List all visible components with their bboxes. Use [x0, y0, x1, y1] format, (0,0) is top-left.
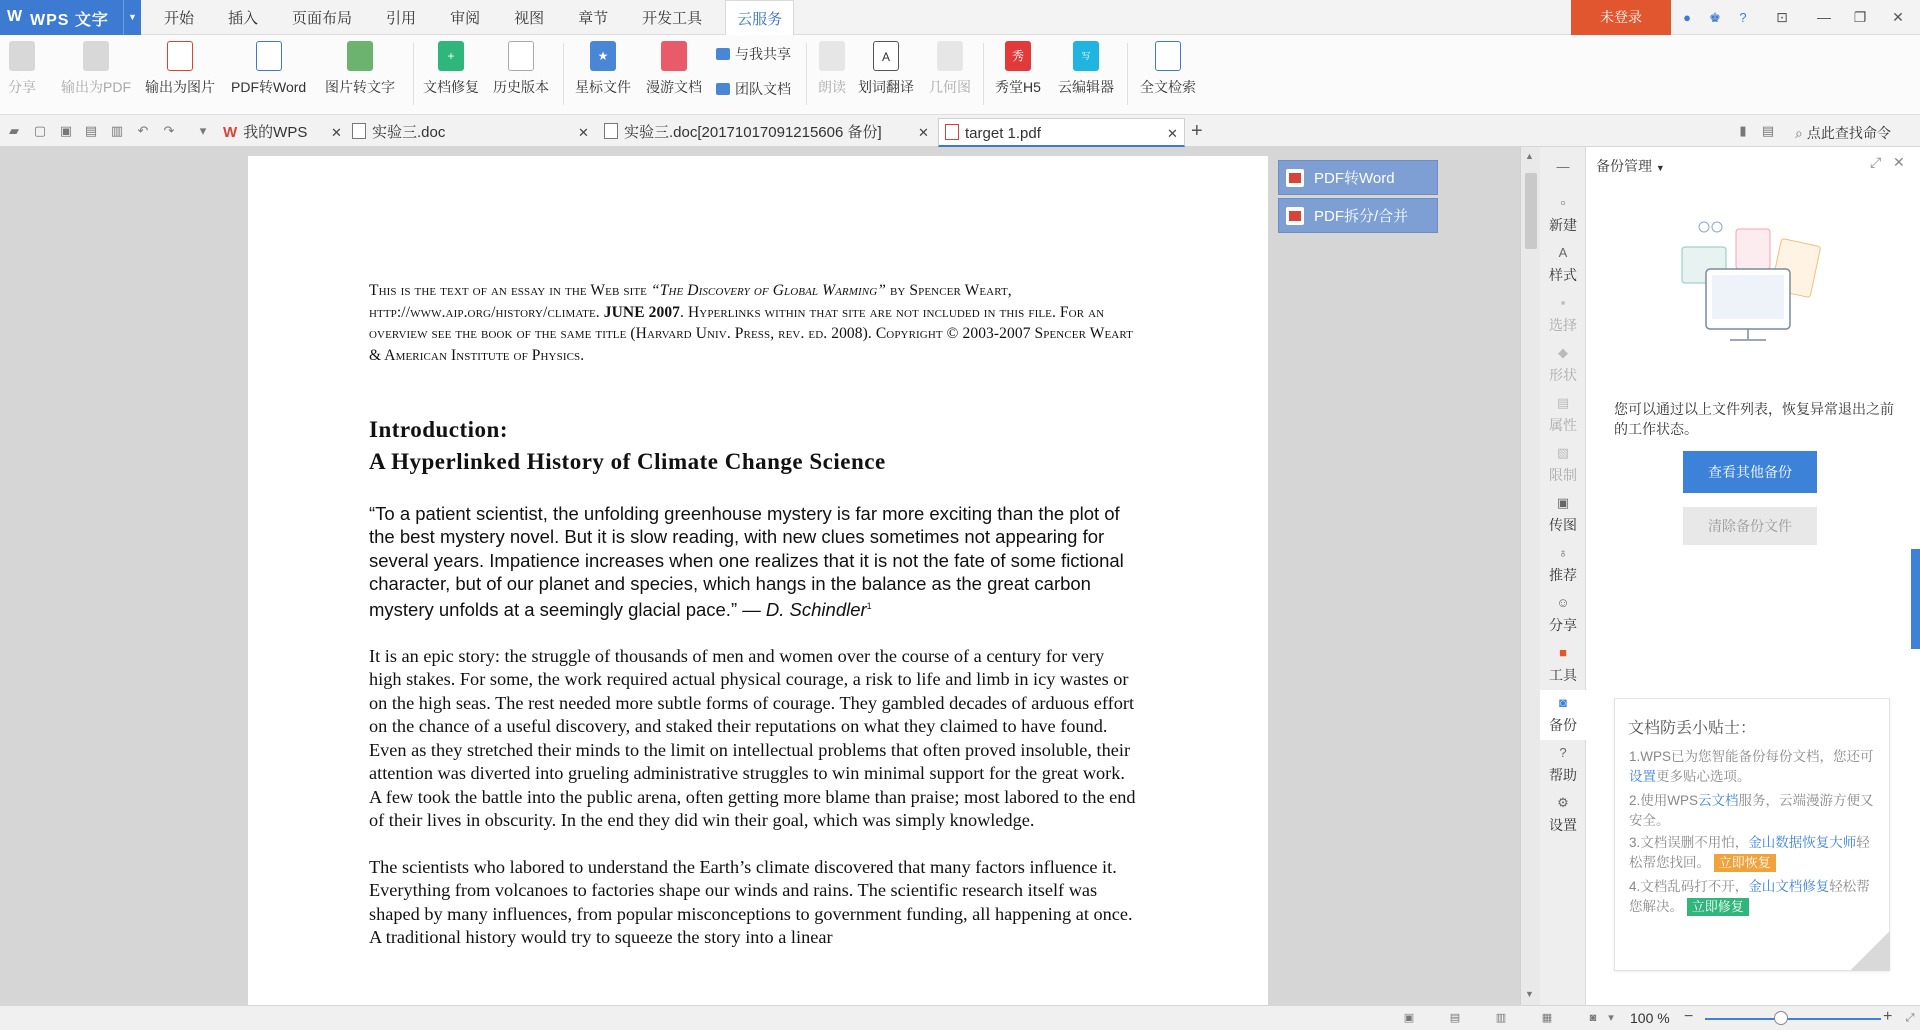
header-note: This is the text of an essay in the Web site “The Discovery of Global Warming” by Spencer Weart, http://www.aip.org/history/climate. JUNE 2007. Hyperlinks within that site are not included in this file. For an overview see the book of the same title (Harvard Univ. Press, rev. ed. 2008). Copyright © 2003-2007 Spencer Weart & American Institute of Physics.: [369, 282, 1133, 364]
restore-now-button[interactable]: 立即恢复: [1714, 854, 1776, 872]
rail-item-settings[interactable]: ⚙ 设置: [1549, 795, 1577, 833]
pdf-to-word-icon: [1286, 169, 1304, 187]
redo-icon[interactable]: ↷: [163, 123, 175, 138]
gear-icon: ⚙: [1557, 795, 1569, 810]
undo-icon[interactable]: ↶: [137, 123, 149, 138]
scroll-down-icon[interactable]: ▼: [1525, 989, 1534, 999]
rail-item-tools[interactable]: ■ 工具: [1549, 645, 1577, 683]
tab-view[interactable]: 视图: [514, 10, 545, 27]
pdf-to-word-button[interactable]: PDF转Word: [231, 41, 306, 97]
pdf-split-icon: [1286, 207, 1304, 225]
tab-my-wps[interactable]: W 我的WPS ✕: [223, 118, 341, 147]
backup-icon: ◙: [1559, 695, 1567, 710]
status-bar: [0, 1005, 1920, 1030]
rail-item-backup[interactable]: ◙ 备份: [1540, 690, 1586, 740]
pdf-to-word-icon: [256, 41, 282, 71]
tab-insert[interactable]: 插入: [228, 10, 259, 27]
ribbon-cloud-service: [0, 35, 1920, 115]
print-preview-icon[interactable]: ▥: [110, 123, 124, 138]
backup-management-pane: [1586, 147, 1920, 1005]
tip-3: 3.文档误删不用怕，金山数据恢复大师轻松帮您找回。 立即恢复: [1629, 835, 1870, 870]
repair-now-button[interactable]: 立即修复: [1687, 898, 1749, 916]
history-version-button[interactable]: 历史版本: [493, 41, 549, 97]
rail-item-restrict[interactable]: ▧ 限制: [1549, 445, 1577, 483]
tips-title: 文档防丢小贴士：: [1628, 720, 1757, 737]
search-doc-icon: [1155, 41, 1181, 71]
tips-card: [1614, 698, 1890, 971]
backup-message: 您可以通过以上文件列表，恢复异常退出之前的工作状态。: [1614, 401, 1894, 437]
page-view-icon[interactable]: ▤: [1449, 1012, 1461, 1024]
star-folder-icon: ★: [590, 41, 616, 71]
eye-protect-icon[interactable]: ◙: [1589, 1012, 1597, 1024]
close-pane-icon[interactable]: ✕: [1893, 154, 1905, 170]
property-icon: ▤: [1556, 395, 1570, 410]
tab-start[interactable]: 开始: [164, 10, 195, 27]
tip-1: 1.WPS已为您智能备份每份文档，您还可设置更多贴心选项。: [1629, 749, 1874, 784]
tip-2: 2.使用WPS云文档服务，云端漫游方便又安全。: [1629, 793, 1874, 828]
data-recovery-link[interactable]: 金山数据恢复大师: [1748, 835, 1857, 850]
web-view-icon[interactable]: ▦: [1541, 1012, 1553, 1024]
save-icon[interactable]: ▢: [33, 123, 47, 138]
scrollbar-thumb[interactable]: [1525, 173, 1537, 249]
chevron-down-icon: ▼: [1655, 163, 1665, 173]
rail-item-shape[interactable]: ◆ 形状: [1549, 345, 1577, 383]
body-paragraph: The scientists who labored to understand the Earth’s climate discovered that many factors influence it. Everything from volcanoes to factories shape our winds and rains. The scientific research itself was shaped by many influences, from popular misconceptions to government funding, all happening at once. A traditional history would try to squeeze the story into a linear: [369, 856, 1133, 948]
zoom-in-button[interactable]: +: [1883, 1008, 1893, 1025]
document-page[interactable]: [248, 156, 1268, 1005]
tab-references[interactable]: 引用: [386, 10, 417, 27]
epigraph-quote: “To a patient scientist, the unfolding greenhouse mystery is far more exciting than the plot of the best mystery novel. But it is slow reading, with new clues sometimes not appearing for several years. Impatience increases when one realizes that it is not the fate of some fictional character, but of our planet and species, which hangs in the balance as the great carbon mystery unfolds at a seemingly glacial pace.” — D. Schindler$^1$: [369, 503, 1124, 621]
image-to-text-button[interactable]: 图片转文字: [325, 41, 395, 97]
document-icon: [604, 123, 618, 139]
export-pdf-icon: [83, 41, 109, 71]
fit-page-icon[interactable]: ▣: [1403, 1012, 1415, 1024]
close-tab-icon[interactable]: ✕: [918, 125, 929, 140]
menu-bar: [0, 0, 1920, 35]
team-docs-button[interactable]: 团队文档: [716, 79, 791, 99]
translate-button[interactable]: A 划词翻译: [858, 41, 914, 97]
translate-icon: A: [873, 41, 899, 71]
find-command-search[interactable]: ⌕ 点此查找命令: [1795, 125, 1891, 141]
side-expand-tab[interactable]: [1911, 549, 1920, 649]
maximize-button[interactable]: ❐: [1853, 9, 1867, 25]
close-tab-icon[interactable]: ✕: [331, 125, 342, 140]
image-to-text-icon: [347, 41, 373, 71]
document-canvas: [0, 147, 1520, 1005]
pin-pane-icon[interactable]: ⤢: [1870, 154, 1882, 170]
rail-item-share[interactable]: ☺ 分享: [1549, 595, 1577, 633]
ribbon-separator: [563, 43, 564, 105]
print-icon[interactable]: ▤: [84, 123, 98, 138]
document-icon: [352, 123, 366, 139]
image-upload-icon: ▣: [1556, 495, 1570, 510]
export-pdf-button[interactable]: 输出为PDF: [61, 41, 131, 97]
pdf-to-word-float-button[interactable]: PDF转Word: [1278, 160, 1438, 195]
title-icons: [1676, 0, 1754, 35]
microphone-icon: [819, 41, 845, 71]
share-button[interactable]: 分享: [8, 41, 36, 97]
cloud-docs-link[interactable]: 云文档: [1698, 793, 1739, 808]
body-paragraph: It is an epic story: the struggle of thousands of men and women over the course of a century for very high stakes. For some, the work required actual physical courage, a risk to life and limb in icy wastes or on the high seas. The rest needed more subtle forms of courage. They gambled decades of arduous effort on the chance of a useful discovery, and staked their reputations on what they claimed to have found. Even as they stretched their minds to the limit on intellectual problems that often proved insoluble, their attention was diverted into grueling administrative struggles to win minimal support for the great work. A few took the battle into the public arena, often getting more blame than praise; most labored to the end of their lives in obscurity. In the end they did win their goal, which was simply knowledge.: [369, 645, 1136, 831]
rail-item-property[interactable]: ▤ 属性: [1549, 395, 1577, 433]
tab-list-icon[interactable]: ▤: [1761, 123, 1775, 138]
read-aloud-button[interactable]: 朗读: [818, 41, 846, 97]
document-heading: Introduction: A Hyperlinked History of Climate Change Science: [369, 417, 886, 474]
cloud-editor-icon: 写: [1073, 41, 1099, 71]
tab-cloud-service[interactable]: 云服务: [725, 0, 794, 36]
new-doc-icon: ▫: [1560, 195, 1566, 210]
tab-page-layout[interactable]: 页面布局: [292, 10, 353, 27]
rail-collapse[interactable]: [1540, 159, 1586, 179]
pdf-file-icon: [945, 124, 959, 140]
share-icon: [9, 41, 35, 71]
skin-icon[interactable]: ●: [1683, 9, 1691, 25]
rail-item-recommend[interactable]: ♁ 推荐: [1549, 545, 1577, 583]
starred-files-button[interactable]: ★ 星标文件: [575, 41, 631, 97]
page-fold-decoration: [1850, 931, 1890, 971]
doc-repair-icon: +: [438, 41, 464, 71]
bulb-icon: ♁: [1558, 545, 1568, 560]
cloud-editor-button[interactable]: 写 云编辑器: [1058, 41, 1114, 97]
tab-doc-backup[interactable]: 实验三.doc[20171017091215606 备份] ✕: [604, 118, 934, 147]
settings-link[interactable]: 设置: [1629, 769, 1656, 784]
fulltext-search-button[interactable]: 全文检索: [1140, 41, 1196, 97]
restrict-icon: ▧: [1556, 445, 1570, 460]
tip-4: 4.文档乱码打不开，金山文档修复轻松帮您解决。 立即修复: [1629, 879, 1870, 914]
close-tab-icon[interactable]: ✕: [1167, 126, 1178, 141]
ribbon-separator: [413, 43, 414, 105]
zoom-out-button[interactable]: −: [1684, 1008, 1694, 1025]
menu-tabs: [147, 0, 800, 35]
fullscreen-icon[interactable]: ⤢: [1905, 1012, 1915, 1024]
pane-title-dropdown[interactable]: 备份管理 ▼: [1596, 158, 1665, 174]
wps-logo-icon: W: [223, 124, 238, 141]
roam-folder-icon: [661, 41, 687, 71]
tab-review[interactable]: 审阅: [450, 10, 481, 27]
tab-section[interactable]: 章节: [578, 10, 609, 27]
shared-folder-icon: [716, 48, 730, 60]
backup-illustration: [1664, 207, 1834, 357]
app-menu-button[interactable]: [0, 0, 141, 35]
tab-developer[interactable]: 开发工具: [642, 10, 703, 27]
tab-doc-1[interactable]: 实验三.doc ✕: [352, 118, 592, 147]
search-icon: ⌕: [1795, 125, 1803, 141]
zoom-slider[interactable]: [1705, 1018, 1881, 1020]
save-as-icon[interactable]: ▣: [59, 123, 73, 138]
team-icon: [716, 83, 730, 95]
shape-icon: ◆: [1558, 345, 1568, 360]
new-tab-button[interactable]: +: [1191, 120, 1203, 142]
rail-item-style[interactable]: A 样式: [1549, 245, 1577, 283]
doc-menu-icon[interactable]: ▮: [1739, 123, 1747, 138]
geometry-icon: [937, 41, 963, 71]
document-content: [369, 280, 1139, 950]
close-tab-icon[interactable]: ✕: [578, 125, 589, 140]
restore-window-icon[interactable]: ⊡: [1776, 9, 1788, 25]
zoom-level[interactable]: 100 %: [1630, 1010, 1670, 1026]
close-button[interactable]: ✕: [1892, 9, 1904, 25]
select-icon: ▪: [1560, 295, 1566, 310]
zoom-slider-thumb[interactable]: [1774, 1011, 1788, 1025]
chevron-down-icon[interactable]: ▼: [123, 0, 141, 35]
login-button[interactable]: 未登录: [1571, 0, 1671, 35]
people-icon: ☺: [1556, 595, 1570, 610]
open-folder-icon[interactable]: ▰: [9, 123, 19, 138]
export-image-icon: [167, 41, 193, 71]
rail-item-send-image[interactable]: ▣ 传图: [1549, 495, 1577, 533]
document-tab-bar: [0, 115, 1920, 147]
rail-item-new[interactable]: ▫ 新建: [1549, 195, 1577, 233]
xiutang-icon: 秀: [1005, 41, 1031, 71]
history-icon: [508, 41, 534, 71]
ribbon-separator: [983, 43, 984, 105]
clear-backups-button[interactable]: 清除备份文件: [1683, 507, 1817, 545]
vertical-scrollbar[interactable]: [1520, 147, 1540, 1005]
wps-logo-icon: W: [7, 8, 23, 25]
scroll-up-icon[interactable]: ▲: [1525, 151, 1534, 161]
app-name: WPS 文字: [30, 12, 109, 29]
rail-item-help[interactable]: ? 帮助: [1549, 745, 1577, 783]
toolbox-icon: ■: [1559, 645, 1567, 660]
roam-docs-button[interactable]: 漫游文档: [646, 41, 702, 97]
shirt-icon[interactable]: ♚: [1709, 9, 1721, 25]
minimize-button[interactable]: —: [1817, 9, 1831, 25]
style-icon: A: [1558, 245, 1568, 260]
task-pane-rail: [1540, 147, 1586, 1005]
geometry-button[interactable]: 几何图: [929, 41, 971, 97]
tab-target-pdf[interactable]: target 1.pdf ✕: [938, 118, 1185, 147]
xiutang-h5-button[interactable]: 秀 秀堂H5: [995, 41, 1041, 97]
doc-repair-link[interactable]: 金山文档修复: [1748, 879, 1830, 894]
collapse-icon: —: [1556, 159, 1570, 174]
customize-dropdown-icon[interactable]: ▾: [199, 123, 207, 138]
reading-view-icon[interactable]: ▥: [1495, 1012, 1507, 1024]
share-with-me-button[interactable]: 与我共享: [716, 44, 791, 64]
help-icon[interactable]: ?: [1739, 9, 1747, 25]
ribbon-separator: [806, 43, 807, 105]
rail-item-select[interactable]: ▪ 选择: [1549, 295, 1577, 333]
chevron-down-icon[interactable]: ▾: [1608, 1012, 1614, 1024]
help-circle-icon: ?: [1559, 745, 1567, 760]
view-other-backups-button[interactable]: 查看其他备份: [1683, 451, 1817, 493]
export-image-button[interactable]: 输出为图片: [145, 41, 215, 97]
pdf-split-merge-float-button[interactable]: PDF拆分/合并: [1278, 198, 1438, 233]
doc-repair-button[interactable]: + 文档修复: [423, 41, 479, 97]
ribbon-separator: [1127, 43, 1128, 105]
